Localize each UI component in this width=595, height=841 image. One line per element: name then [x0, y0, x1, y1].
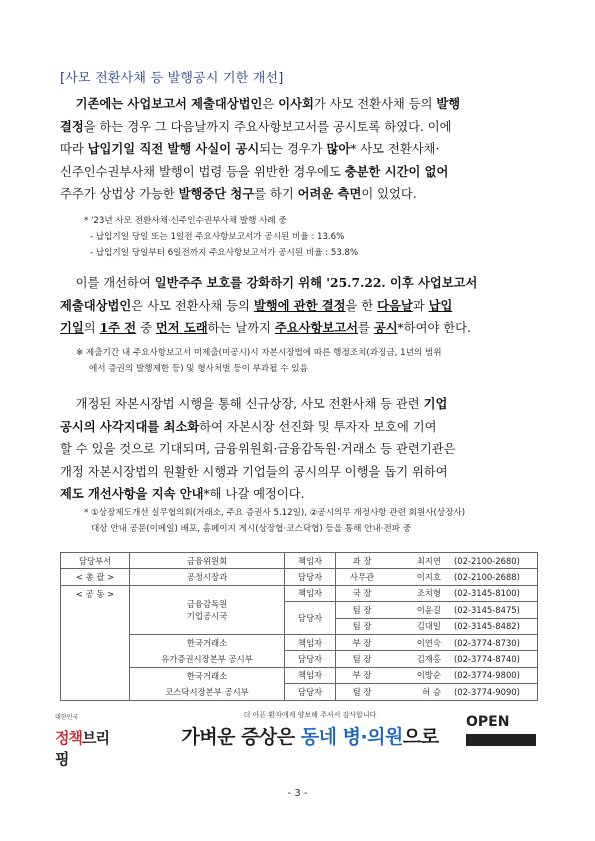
text-run: 개정 자본시장법의 원활한 시행과 기업들의 공시의무 이행을 돕기 위하여: [60, 464, 448, 479]
table-row: [61, 553, 538, 569]
text-run: 주요사항보고서: [274, 320, 359, 335]
role-cell: 책임자: [285, 585, 336, 601]
text-run: 공시의 사각지대를 최소화: [60, 418, 200, 434]
paragraph-line: [60, 93, 540, 116]
footnote-penalty: [76, 345, 442, 377]
table-row: [61, 585, 538, 601]
text-run: [60, 97, 76, 111]
footnote-statistics: [84, 213, 358, 261]
paragraph-expectation: [60, 393, 540, 506]
footnote-line: 대상 안내 공문(이메일) 배포, 홈페이지 게시(상장협·코스닥협) 등을 통해 안내·전파 중: [91, 524, 412, 534]
org-cell: 금융위원회: [130, 553, 285, 569]
org-cell: 한국거래소: [130, 634, 285, 650]
text-run: 이를 개선하여: [60, 276, 155, 290]
dept-header-cell: 담당부서: [61, 553, 130, 569]
paragraph-line: [60, 295, 540, 318]
footnote-line: * '23년 사모 전환사채·신주인수권부사채 발행 사례 중: [84, 216, 287, 226]
rank-cell: 국 장: [336, 585, 389, 601]
org-cell: 코스닥시장본부 공시부: [130, 684, 285, 700]
footnote-line: 에서 증권의 발행제한 등) 및 형사처벌 등이 부과될 수 있음: [89, 364, 308, 374]
text-run: 납입기일 직전 발행 사실이 공시: [87, 141, 260, 156]
open-license-logo: [462, 710, 540, 754]
org-cell-fss: [130, 585, 285, 634]
text-run: 의: [83, 321, 100, 335]
table-row: [61, 651, 538, 667]
role-cell: 담당자: [285, 569, 336, 585]
name-cell: 이지호: [388, 569, 444, 585]
rank-cell: 과 장: [336, 553, 389, 569]
name-cell: 이윤길: [388, 602, 444, 618]
dept-cell-general: < 총 괄 >: [61, 569, 130, 585]
open-word: OPEN: [466, 714, 510, 730]
name-cell: 이연숙: [388, 634, 444, 650]
policy-briefing-logo: [55, 712, 117, 768]
text-run: 다음날: [377, 297, 413, 313]
text-run: 과: [412, 298, 429, 313]
text-run: 은 사모 전환사채 등의: [131, 298, 254, 313]
rank-cell: 팀 장: [336, 618, 389, 634]
text-run: 주주가 상법상 가능한: [60, 187, 179, 201]
phone-cell: (02-2100-2688): [444, 569, 538, 585]
paragraph-line: [60, 393, 540, 416]
campaign-banner: [160, 710, 460, 758]
text-run: 을 한: [345, 298, 378, 313]
table-row: [61, 634, 538, 650]
phone-cell: (02-3145-8475): [444, 602, 538, 618]
text-run: 1주 전: [99, 320, 137, 335]
name-cell: 이방순: [388, 667, 444, 683]
paragraph-improvement: [60, 272, 540, 340]
phone-cell: (02-3774-9800): [444, 667, 538, 683]
text-run: 발행: [436, 96, 461, 111]
phone-cell: (02-3774-8740): [444, 651, 538, 667]
paragraph-line: [60, 138, 540, 161]
table-row: [61, 684, 538, 700]
paragraph-line: [60, 161, 540, 184]
text-run: 결정: [60, 118, 84, 134]
text-run: 를: [358, 321, 374, 335]
text-run: 제출대상법인: [60, 297, 132, 313]
phone-cell: (02-2100-2680): [444, 553, 538, 569]
org-name: 금융감독원: [186, 598, 228, 609]
name-cell: 김대일: [388, 618, 444, 634]
footnote-line: * ①상장제도개선 실무협의회(거래소, 주요 증권사 5.12일), ②공시의무 개정사항 관련 회원사(상장사): [84, 508, 466, 518]
rank-cell: 팀 장: [336, 651, 389, 667]
rank-cell: 부 장: [336, 634, 389, 650]
role-cell: 책임자: [285, 634, 336, 650]
org-cell: 공정시장과: [130, 569, 285, 585]
license-icon: [466, 734, 536, 746]
text-run: 중: [136, 321, 156, 335]
paragraph-line: [60, 461, 540, 484]
text-run: 할 수 있을 것으로 기대되며, 금융위원회·금융감독원·거래소 등 관련기관은: [60, 442, 456, 456]
role-cell: 책임자: [285, 553, 336, 569]
dept-cell-joint: < 공 동 >: [61, 585, 130, 700]
logo-caption: 대한민국: [55, 714, 79, 721]
text-run: 먼저 도래: [155, 320, 208, 335]
text-run: 신주인수권부사채 발행이 법령 등을 위반한 경우에도: [60, 164, 345, 179]
name-cell: 조치형: [388, 585, 444, 601]
org-division: 기업공시국: [186, 610, 228, 621]
paragraph-line: [60, 272, 540, 295]
paragraph-line: [60, 183, 540, 206]
text-run: 기업: [423, 396, 448, 411]
paragraph-line: [60, 438, 540, 461]
footnote-line: - 납입기일 당일 또는 1일전 주요사항보고서가 공시된 비율 : 13.6%: [90, 232, 345, 242]
role-cell: 담당자: [285, 651, 336, 667]
phone-cell: (02-3774-8730): [444, 634, 538, 650]
text-run: 공시: [373, 320, 398, 335]
rank-cell: 부 장: [336, 667, 389, 683]
rank-cell: 팀 장: [336, 684, 389, 700]
footer-banner-area: [55, 708, 540, 768]
org-cell: 유가증권시장본부 공시부: [130, 651, 285, 667]
paragraph-line: [60, 483, 540, 506]
text-run: 이 있었다.: [361, 187, 417, 201]
text-run: 기일: [60, 320, 84, 335]
text-run: 를 하기: [254, 187, 298, 201]
logo-wordmark: 정책브리핑: [55, 729, 109, 768]
name-cell: 최지연: [388, 553, 444, 569]
footnote-guidance: [84, 505, 465, 537]
text-run: 어려운 측면: [297, 186, 362, 201]
text-run: 발행에 관한 결정: [253, 297, 346, 313]
footnote-line: ※ 제출기간 내 주요사항보고서 미제출(미공시)시 자본시장법에 따른 행정조치(과징금, 1년의 범위: [76, 348, 442, 358]
rank-cell: 사무관: [336, 569, 389, 585]
page-number: - 3 -: [287, 788, 308, 799]
paragraph-existing-rule: [60, 93, 540, 206]
paragraph-line: [60, 317, 540, 340]
section-title: [사모 전환사채 등 발행공시 기한 개선]: [60, 71, 284, 86]
banner-caption: 더 아픈 환자에게 양보해 주셔서 감사합니다: [243, 711, 377, 719]
text-run: 을 하는 경우 그 다음날까지 주요사항보고서를 공시토록 하였다. 이에: [83, 119, 452, 134]
phone-cell: (02-3145-8482): [444, 618, 538, 634]
text-run: * 사모 전환사채·: [350, 142, 440, 156]
table-row: [61, 569, 538, 585]
text-run: 하는 날까지: [207, 321, 275, 335]
text-run: *해 나갈 예정이다.: [203, 487, 305, 501]
phone-cell: (02-3145-8100): [444, 585, 538, 601]
text-run: 개정된 자본시장법 시행을 통해 신규상장, 사모 전환사채 등 관련: [60, 397, 424, 411]
text-run: 기존에는 사업보고서 제출대상법인: [75, 96, 263, 111]
name-cell: 허 승: [388, 684, 444, 700]
text-run: 납입: [428, 297, 453, 313]
text-run: *하여야 한다.: [397, 321, 471, 335]
banner-slogan: 가벼운 증상은 동네 병·의원으로: [181, 726, 439, 748]
role-cell: 담당자: [285, 602, 336, 635]
text-run: 많아: [326, 141, 351, 156]
text-run: 가 사모 전환사채 등의: [313, 97, 437, 111]
text-run: 되는 경우가: [259, 142, 327, 156]
role-cell: 담당자: [285, 684, 336, 700]
table-row: [61, 667, 538, 683]
footnote-line: - 납입기일 당일부터 6일전까지 주요사항보고서가 공시된 비율 : 53.8%: [90, 248, 359, 258]
phone-cell: (02-3774-9090): [444, 684, 538, 700]
rank-cell: 팀 장: [336, 602, 389, 618]
paragraph-line: [60, 416, 540, 439]
text-run: 제도 개선사항을 지속 안내: [60, 486, 204, 501]
text-run: 따라: [60, 142, 88, 156]
paragraph-line: [60, 116, 540, 139]
org-cell: 한국거래소: [130, 667, 285, 683]
text-run: 은: [262, 97, 279, 111]
text-run: 충분한 시간이 없어: [344, 163, 449, 179]
text-run: 일반주주 보호를 강화하기 위해 '25.7.22. 이후 사업보고서: [154, 275, 478, 290]
text-run: 발행중단 청구: [178, 186, 255, 201]
text-run: 이사회: [278, 96, 314, 111]
name-cell: 김재홍: [388, 651, 444, 667]
text-run: 하여 자본시장 선진화 및 투자자 보호에 기여: [199, 419, 437, 434]
contacts-table: [60, 552, 538, 701]
role-cell: 책임자: [285, 667, 336, 683]
